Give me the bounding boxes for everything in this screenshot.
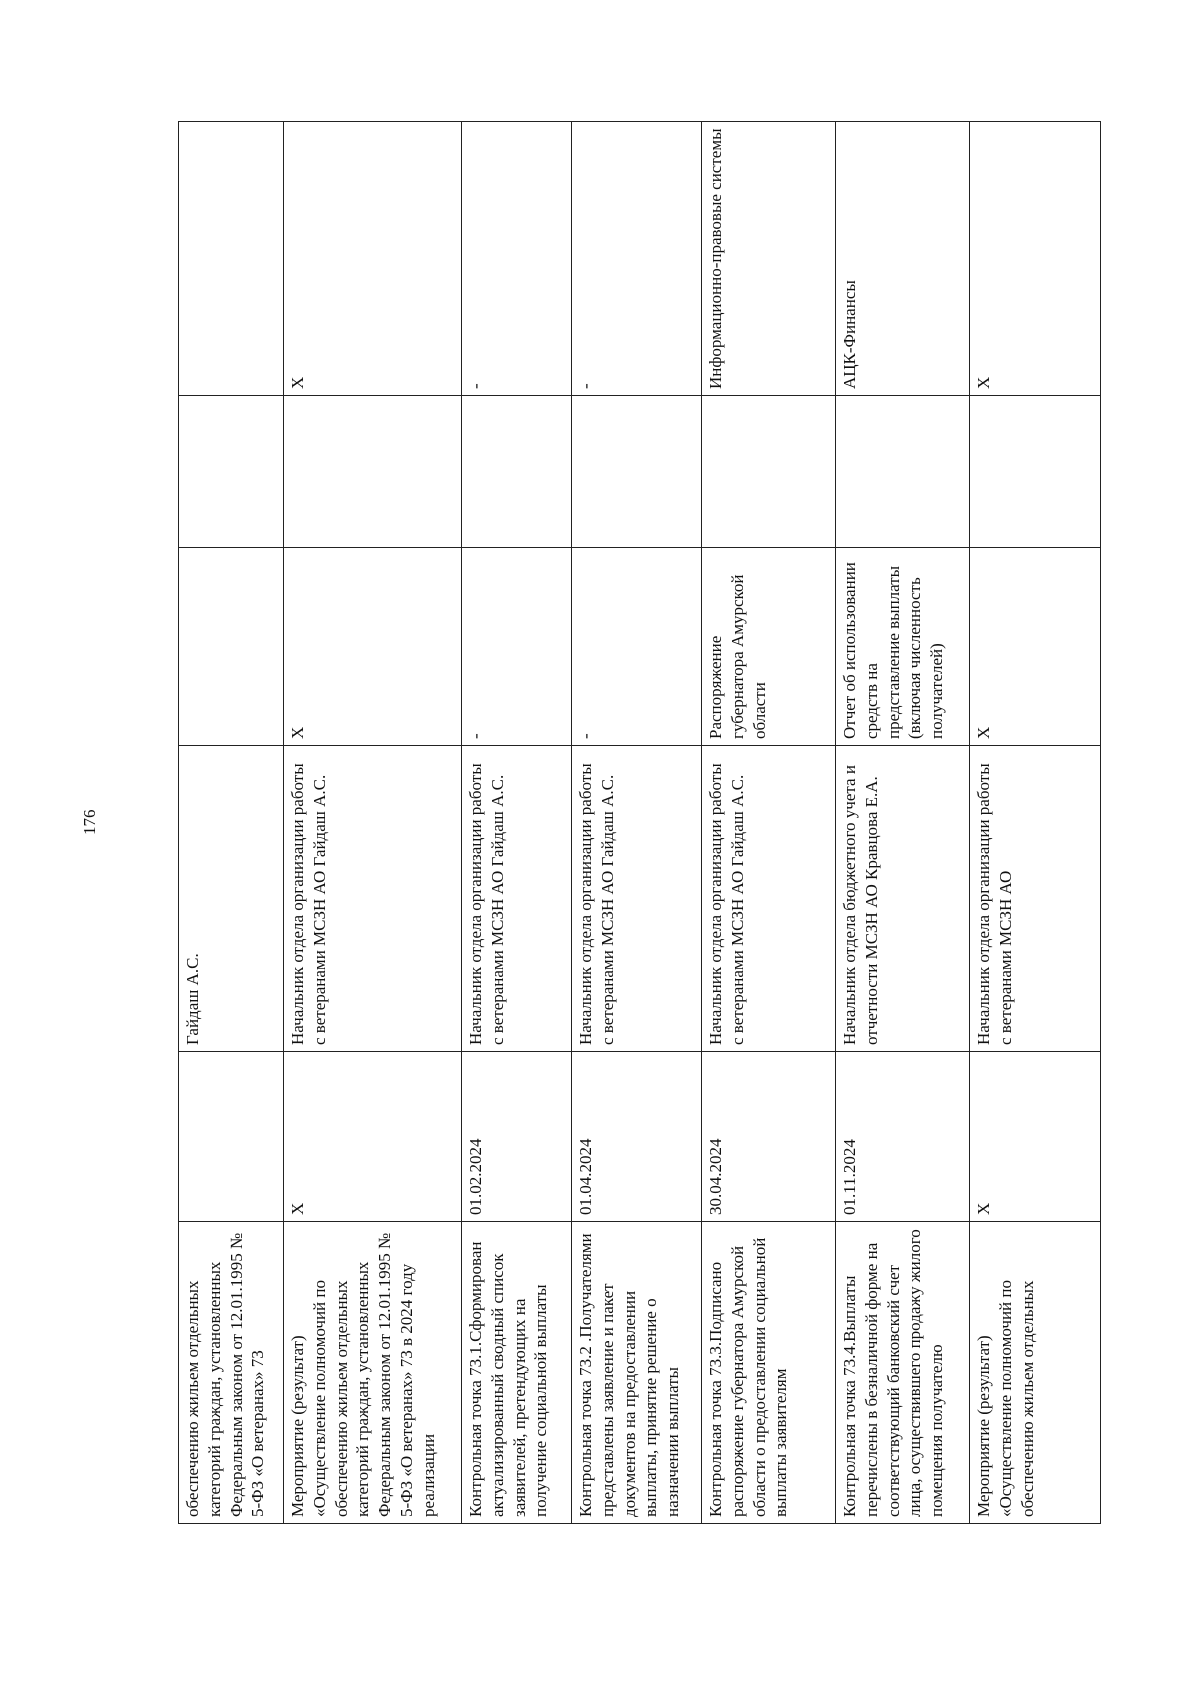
- table-cell: X: [284, 122, 462, 396]
- table-cell: Начальник отдела организации работы с ветеранами МСЗН АО Гайдаш А.С.: [462, 746, 572, 1052]
- table-cell: 01.04.2024: [572, 1052, 702, 1222]
- table-cell: Контрольная точка 73.3.Подписано распоряжение губернатора Амурской области о предоставлении социальной выплаты заявителям: [702, 1222, 836, 1524]
- table-cell: X: [970, 1052, 1101, 1222]
- table-cell: Контрольная точка 73.1.Сформирован актуализированный сводный список заявителей, претендующих на получение социальной выплаты: [462, 1222, 572, 1524]
- table-cell: -: [572, 122, 702, 396]
- table-cell: Контрольная точка 73.2 .Получателями представлены заявление и пакет документов на предоставлении выплаты, принятие решение о назначении выплаты: [572, 1222, 702, 1524]
- table-cell: X: [284, 548, 462, 746]
- table-row: [970, 122, 1101, 1524]
- table-row: [179, 122, 284, 1524]
- table-row: [462, 122, 572, 1524]
- table-row: [284, 122, 462, 1524]
- table-cell: [179, 1052, 284, 1222]
- table-cell: Распоряжение губернатора Амурской области: [702, 548, 836, 746]
- table-row: [836, 122, 970, 1524]
- table-cell: Мероприятие (результат) «Осуществление полномочий по обеспечению жильем отдельных категорий граждан, установленных Федеральным законом от 12.01.1995 № 5-ФЗ «О ветеранах» 73 в 2024 году реализации: [284, 1222, 462, 1524]
- table-cell: [970, 396, 1101, 548]
- table-cell: Контрольная точка 73.4.Выплаты перечислены в безналичной форме на соответствующий банковский счет лица, осуществившего продажу жилого помещения получателю: [836, 1222, 970, 1524]
- table-cell: X: [970, 122, 1101, 396]
- table-cell: Начальник отдела организации работы с ветеранами МСЗН АО Гайдаш А.С.: [702, 746, 836, 1052]
- table-cell: 30.04.2024: [702, 1052, 836, 1222]
- table-cell: [284, 396, 462, 548]
- table-cell: 01.11.2024: [836, 1052, 970, 1222]
- table-cell: [179, 122, 284, 396]
- table-cell: -: [572, 548, 702, 746]
- table-cell: X: [970, 548, 1101, 746]
- rotated-table-wrapper: [178, 122, 1100, 1524]
- page-number: 176: [80, 809, 99, 835]
- table-cell: [572, 396, 702, 548]
- table-cell: [179, 396, 284, 548]
- table-cell: Начальник отдела бюджетного учета и отчетности МСЗН АО Кравцова Е.А.: [836, 746, 970, 1052]
- table-cell: [179, 548, 284, 746]
- table-cell: Начальник отдела организации работы с ветеранами МСЗН АО Гайдаш А.С.: [572, 746, 702, 1052]
- table-cell: АЦК-Финансы: [836, 122, 970, 396]
- table-cell: X: [284, 1052, 462, 1222]
- table-cell: Гайдаш А.С.: [179, 746, 284, 1052]
- table-cell: [702, 396, 836, 548]
- table-cell: Начальник отдела организации работы с ветеранами МСЗН АО: [970, 746, 1101, 1052]
- table-cell: -: [462, 122, 572, 396]
- table-cell: Мероприятие (результат) «Осуществление полномочий по обеспечению жильем отдельных: [970, 1222, 1101, 1524]
- table-row: [572, 122, 702, 1524]
- table-cell: [462, 396, 572, 548]
- table-cell: [836, 396, 970, 548]
- table-cell: -: [462, 548, 572, 746]
- plan-table: [178, 121, 1101, 1524]
- table-cell: Начальник отдела организации работы с ветеранами МСЗН АО Гайдаш А.С.: [284, 746, 462, 1052]
- table-row: [702, 122, 836, 1524]
- table-cell: 01.02.2024: [462, 1052, 572, 1222]
- table-cell: Информационно-правовые системы: [702, 122, 836, 396]
- table-cell: обеспечению жильем отдельных категорий граждан, установленных Федеральным законом от 12.01.1995 № 5-ФЗ «О ветеранах» 73: [179, 1222, 284, 1524]
- table-cell: Отчет об использовании средств на представление выплаты (включая численность получателей): [836, 548, 970, 746]
